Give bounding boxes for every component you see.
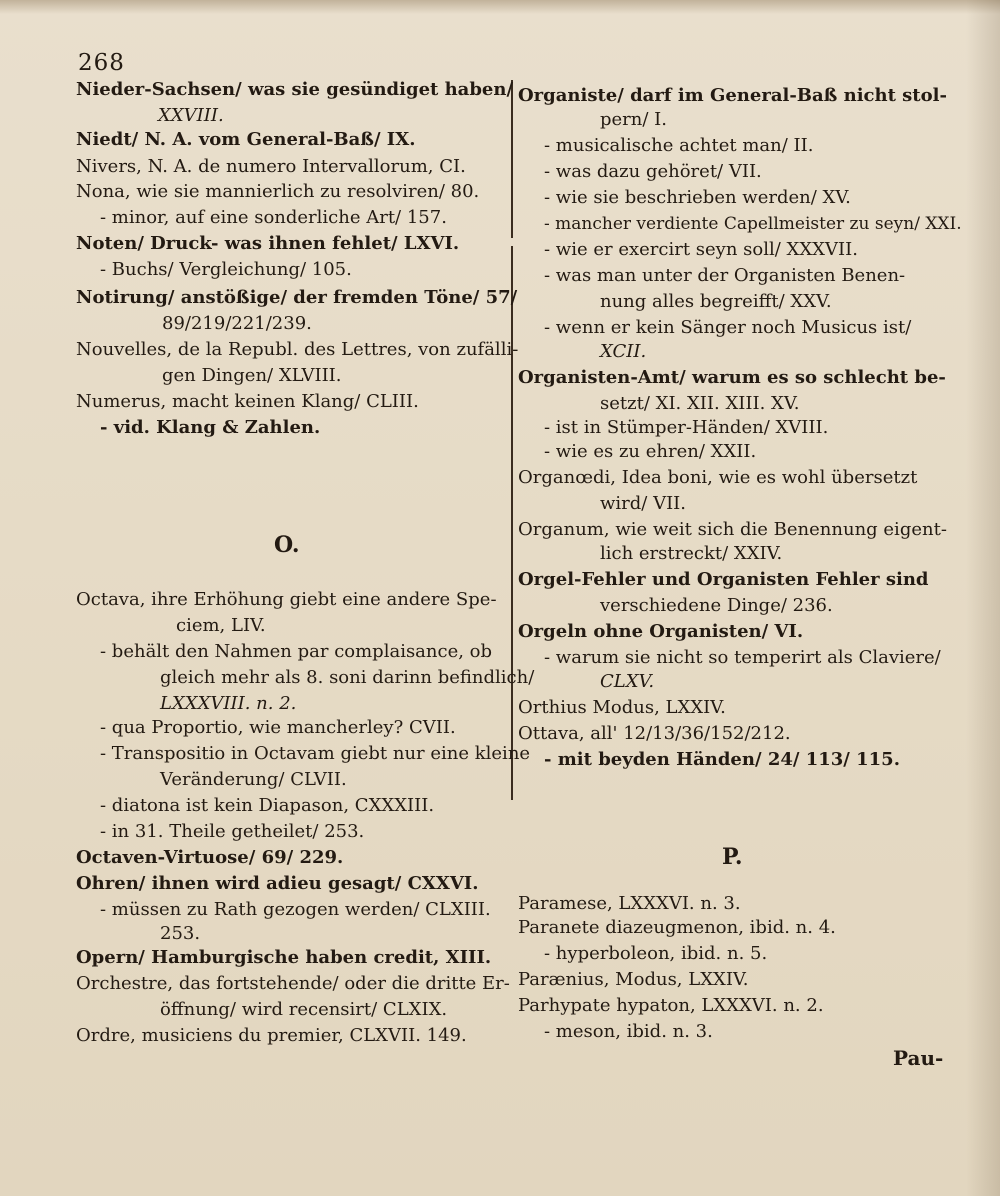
index-entry: - wie es zu ehren/ XXII. [544,441,757,462]
index-entry: - wenn er kein Sänger noch Musicus ist/ [544,317,912,338]
index-entry: Organum, wie weit sich die Benennung eigent- [518,519,947,540]
index-entry: ciem, LIV. [176,615,266,636]
index-entry: öffnung/ wird recensirt/ CLXIX. [160,999,448,1020]
index-entry: - diatona ist kein Diapason, CXXXIII. [100,795,435,816]
index-entry: - wie er exercirt seyn soll/ XXXVII. [544,239,858,260]
index-entry: CLXV. [600,671,655,692]
index-entry: Orthius Modus, LXXIV. [518,697,726,718]
index-entry: Opern/ Hamburgische haben credit, XIII. [76,947,492,968]
index-entry: Ohren/ ihnen wird adieu gesagt/ CXXVI. [76,873,479,894]
index-entry: Nieder-Sachsen/ was sie gesündiget haben/ [76,79,514,100]
index-entry: - minor, auf eine sonderliche Art/ 157. [100,207,447,228]
index-entry: Parænius, Modus, LXXIV. [518,969,749,990]
index-entry: - Transpositio in Octavam giebt nur eine kleine [100,743,531,764]
index-entry: Orgeln ohne Organisten/ VI. [518,621,804,642]
index-entry: Nouvelles, de la Republ. des Lettres, von zufälli- [76,339,519,360]
index-entry: Nivers, N. A. de numero Intervallorum, CI. [76,156,466,177]
section-heading-p: P. [722,844,743,870]
page-top-edge [0,0,1000,14]
index-entry: - qua Proportio, wie mancherley? CVII. [100,717,456,738]
index-entry: Ottava, all' 12/13/36/152/212. [518,723,791,744]
index-entry: 253. [160,923,201,944]
index-entry: gen Dingen/ XLVIII. [162,365,342,386]
index-entry: - behält den Nahmen par complaisance, ob [100,641,493,662]
index-entry: - Buchs/ Vergleichung/ 105. [100,259,352,280]
index-entry: 89/219/221/239. [162,313,312,334]
index-entry: nung alles begreifft/ XXV. [600,291,832,312]
index-entry: - mit beyden Händen/ 24/ 113/ 115. [544,749,900,770]
index-entry: - in 31. Theile getheilet/ 253. [100,821,365,842]
section-heading-o: O. [274,532,300,558]
index-entry: wird/ VII. [600,493,687,514]
index-entry: - ist in Stümper-Händen/ XVIII. [544,417,829,438]
index-entry: gleich mehr als 8. soni darinn befindlich/ [160,667,535,688]
column-divider [511,246,513,800]
index-entry: Numerus, macht keinen Klang/ CLIII. [76,391,419,412]
index-entry: Orgel-Fehler und Organisten Fehler sind [518,569,929,590]
index-entry: Organiste/ darf im General-Baß nicht stol- [518,85,947,106]
index-entry: Nona, wie sie mannierlich zu resolviren/ 80. [76,181,480,202]
index-entry: Organisten-Amt/ warum es so schlecht be- [518,367,946,388]
index-entry: Ordre, musiciens du premier, CLXVII. 149. [76,1025,467,1046]
index-entry: XXVIII. [158,105,224,126]
index-entry: LXXXVIII. n. 2. [160,693,297,714]
index-entry: - musicalische achtet man/ II. [544,135,814,156]
index-entry: XCII. [600,341,647,362]
index-entry: pern/ I. [600,109,667,130]
index-entry: - mancher verdiente Capellmeister zu seyn/ XXI. [544,214,962,234]
index-entry: - wie sie beschrieben werden/ XV. [544,187,851,208]
catchword: Pau- [893,1046,944,1070]
index-entry: - warum sie nicht so temperirt als Claviere/ [544,647,941,668]
index-entry: Veränderung/ CLVII. [160,769,347,790]
page-number: 268 [78,50,125,76]
index-entry: Noten/ Druck- was ihnen fehlet/ LXVI. [76,233,460,254]
index-entry: Orchestre, das fortstehende/ oder die dritte Er- [76,973,510,994]
page-gutter-shadow [966,0,1000,1196]
index-entry: Octaven-Virtuose/ 69/ 229. [76,847,344,868]
index-entry: verschiedene Dinge/ 236. [600,595,833,616]
index-entry: - vid. Klang & Zahlen. [100,417,321,438]
index-entry: Notirung/ anstößige/ der fremden Töne/ 57/ [76,287,518,308]
index-entry: - hyperboleon, ibid. n. 5. [544,943,768,964]
index-entry: Organœdi, Idea boni, wie es wohl übersetzt [518,467,918,488]
index-entry: - was man unter der Organisten Benen- [544,265,906,286]
index-entry: Niedt/ N. A. vom General-Baß/ IX. [76,129,416,150]
index-entry: Octava, ihre Erhöhung giebt eine andere Spe- [76,589,497,610]
index-entry: - meson, ibid. n. 3. [544,1021,713,1042]
index-entry: Paramese, LXXXVI. n. 3. [518,893,741,914]
index-entry: lich erstreckt/ XXIV. [600,543,783,564]
column-divider [511,80,513,238]
index-entry: Paranete diazeugmenon, ibid. n. 4. [518,917,836,938]
index-entry: - was dazu gehöret/ VII. [544,161,762,182]
index-entry: Parhypate hypaton, LXXXVI. n. 2. [518,995,824,1016]
index-entry: - müssen zu Rath gezogen werden/ CLXIII. [100,899,491,920]
index-entry: setzt/ XI. XII. XIII. XV. [600,393,800,414]
